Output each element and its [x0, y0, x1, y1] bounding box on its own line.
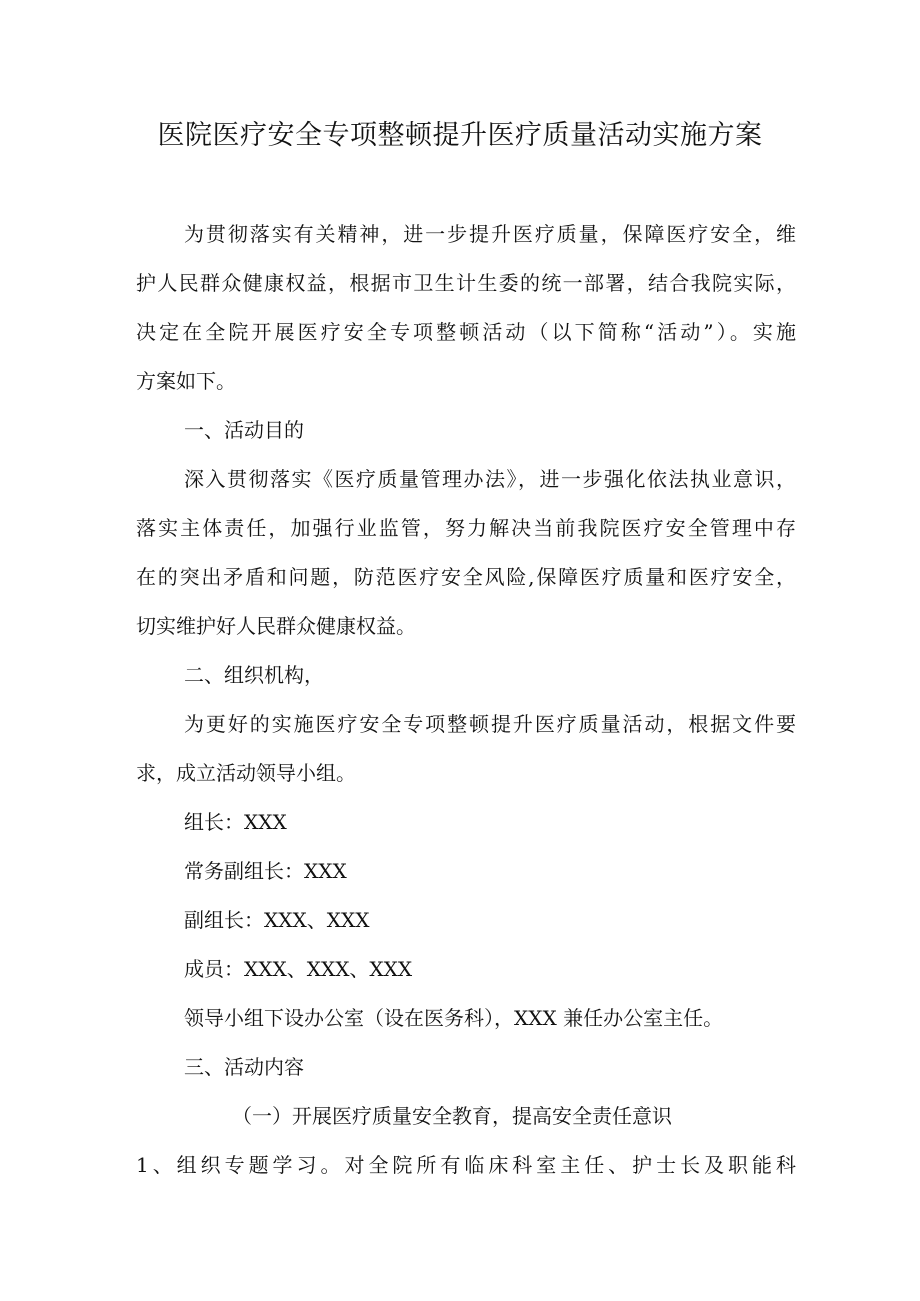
text-line: 在的突出矛盾和问题，防范医疗安全风险,保障医疗质量和医疗安全， — [136, 565, 796, 589]
text-line: 常务副组长：XXX — [184, 859, 347, 883]
text-line: 一、活动目的 — [184, 418, 304, 442]
text-line: 深入贯彻落实《医疗质量管理办法》，进一步强化依法执业意识， — [184, 467, 796, 491]
text-line: 为更好的实施医疗安全专项整顿提升医疗质量活动，根据文件要 — [184, 712, 796, 736]
text-line: 二、组织机构， — [184, 663, 324, 687]
text-line: 为贯彻落实有关精神，进一步提升医疗质量，保障医疗安全，维 — [184, 222, 796, 246]
text-line: 组长：XXX — [184, 810, 287, 834]
document-title: 医院医疗安全专项整顿提升医疗质量活动实施方案 — [157, 120, 763, 151]
text-line: 求，成立活动领导小组。 — [136, 761, 356, 785]
text-line: 决定在全院开展医疗安全专项整顿活动（以下简称“活动”）。实施 — [136, 320, 796, 344]
text-line: 成员：XXX、XXX、XXX — [184, 957, 413, 981]
text-line: 护人民群众健康权益，根据市卫生计生委的统一部署，结合我院实际， — [136, 271, 796, 295]
text-line: 方案如下。 — [136, 369, 236, 393]
text-line: 三、活动内容 — [184, 1055, 304, 1079]
text-line: 领导小组下设办公室（设在医务科），XXX 兼任办公室主任。 — [184, 1006, 724, 1030]
text-line: 1、组织专题学习。对全院所有临床科室主任、护士长及职能科 — [136, 1153, 796, 1177]
text-line: 副组长：XXX、XXX — [184, 908, 370, 932]
text-line: 切实维护好人民群众健康权益。 — [136, 614, 416, 638]
document-body — [136, 210, 796, 1190]
text-line: 落实主体责任，加强行业监管，努力解决当前我院医疗安全管理中存 — [136, 516, 796, 540]
text-line: （一）开展医疗质量安全教育，提高安全责任意识 — [232, 1104, 672, 1128]
